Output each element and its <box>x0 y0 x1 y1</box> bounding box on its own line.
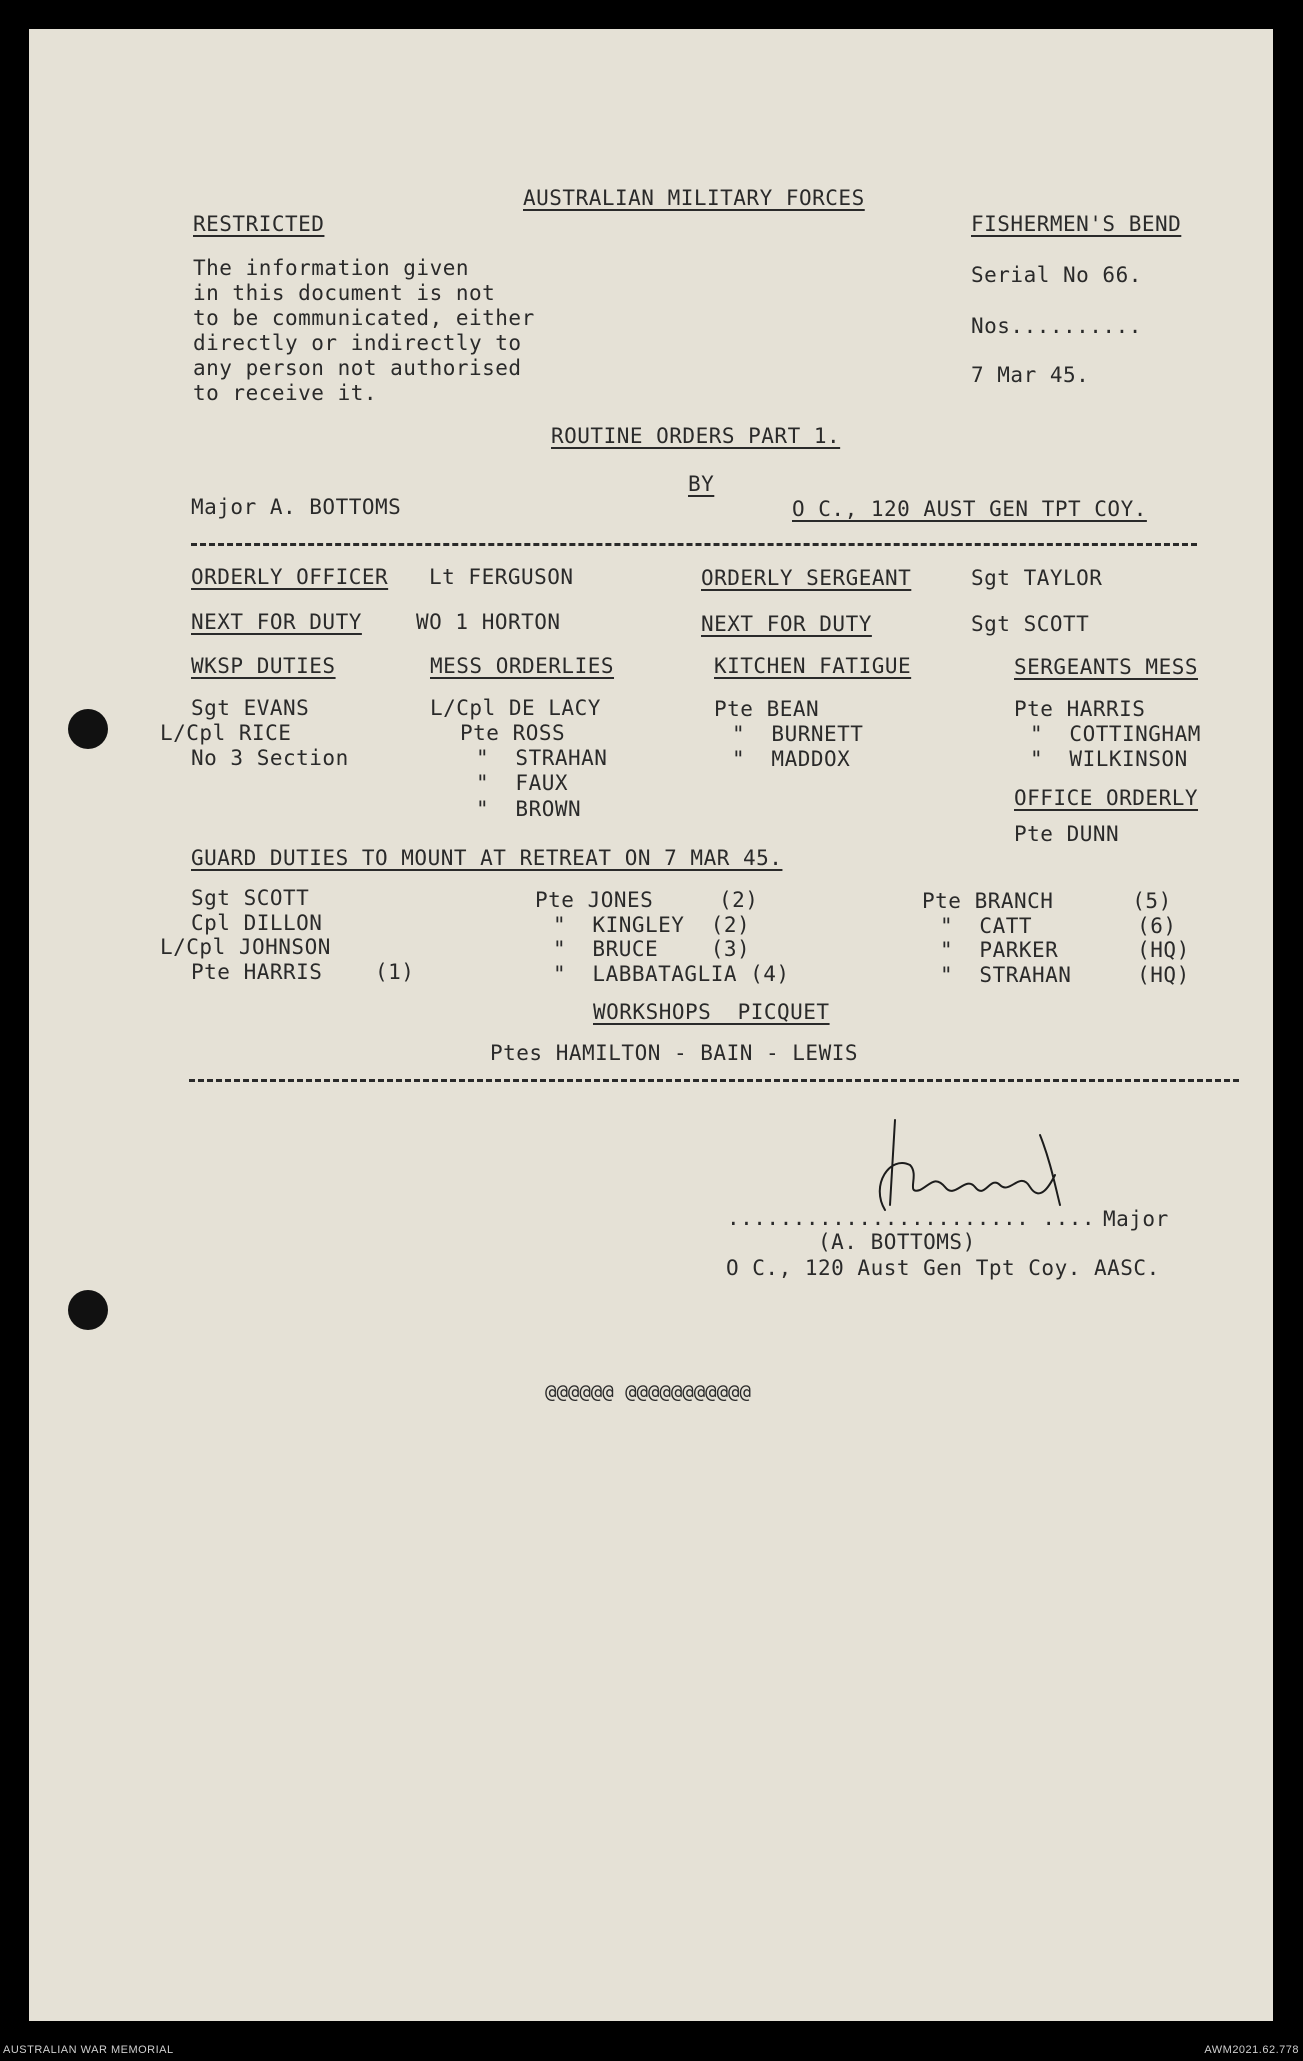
sergeants-mess-heading: SERGEANTS MESS <box>1014 655 1199 679</box>
wksp-line: Sgt EVANS <box>191 696 310 720</box>
guard-line: " CATT (6) <box>940 914 1177 938</box>
orderly-officer-name: Lt FERGUSON <box>429 565 574 589</box>
picquet-heading: WORKSHOPS PICQUET <box>593 1000 830 1024</box>
mess-line: Pte ROSS <box>460 721 566 745</box>
kitchen-line: " BURNETT <box>732 722 864 746</box>
kitchen-line: " MADDOX <box>732 747 851 771</box>
sergeants-mess-line: Pte HARRIS <box>1014 697 1146 721</box>
signatory-title: O C., 120 Aust Gen Tpt Coy. AASC. <box>726 1256 1160 1280</box>
guard-line: Pte BRANCH (5) <box>922 889 1172 913</box>
end-of-document-mark: @@@@@@ @@@@@@@@@@@ <box>545 1381 751 1403</box>
next-for-duty-sergeant-label: NEXT FOR DUTY <box>701 612 872 636</box>
warning-line: to receive it. <box>193 381 378 405</box>
dashed-divider <box>191 543 1197 546</box>
guard-line: Sgt SCOTT <box>191 886 310 910</box>
guard-line: " KINGLEY (2) <box>553 913 751 937</box>
footer-archive-name: AUSTRALIAN WAR MEMORIAL <box>3 2044 174 2056</box>
org-heading: AUSTRALIAN MILITARY FORCES <box>523 186 865 210</box>
guard-line: Pte HARRIS (1) <box>191 960 415 984</box>
serial-number: Serial No 66. <box>971 263 1142 287</box>
issuer-unit: O C., 120 AUST GEN TPT COY. <box>792 497 1147 521</box>
mess-line: " BROWN <box>476 797 582 821</box>
punch-hole-bottom <box>68 1290 108 1330</box>
warning-line: directly or indirectly to <box>193 331 522 355</box>
guard-line: " PARKER (HQ) <box>940 938 1190 962</box>
nos-field: Nos.......... <box>971 314 1142 338</box>
guard-line: Pte JONES (2) <box>535 888 759 912</box>
punch-hole-top <box>68 709 108 749</box>
next-for-duty-officer-label: NEXT FOR DUTY <box>191 610 362 634</box>
picquet-names: Ptes HAMILTON - BAIN - LEWIS <box>490 1041 859 1065</box>
wksp-duties-heading: WKSP DUTIES <box>191 654 336 678</box>
orderly-officer-label: ORDERLY OFFICER <box>191 565 389 589</box>
guard-duties-heading: GUARD DUTIES TO MOUNT AT RETREAT ON 7 MAR 45. <box>191 846 783 870</box>
office-orderly-name: Pte DUNN <box>1014 822 1120 846</box>
sergeants-mess-line: " COTTINGHAM <box>1030 722 1201 746</box>
signatory-name: (A. BOTTOMS) <box>818 1230 976 1254</box>
signature-rank: Major <box>1103 1207 1169 1231</box>
warning-line: any person not authorised <box>193 356 522 380</box>
location-label: FISHERMEN'S BEND <box>971 212 1182 236</box>
orderly-sergeant-label: ORDERLY SERGEANT <box>701 566 912 590</box>
mess-line: " STRAHAN <box>476 746 608 770</box>
guard-line: L/Cpl JOHNSON <box>160 935 331 959</box>
by-label: BY <box>688 472 715 496</box>
document-date: 7 Mar 45. <box>971 363 1090 387</box>
office-orderly-heading: OFFICE ORDERLY <box>1014 786 1199 810</box>
orderly-sergeant-name: Sgt TAYLOR <box>971 566 1103 590</box>
guard-line: " BRUCE (3) <box>553 937 751 961</box>
warning-line: in this document is not <box>193 281 496 305</box>
sergeants-mess-line: " WILKINSON <box>1030 747 1188 771</box>
warning-line: to be communicated, either <box>193 306 535 330</box>
dashed-divider <box>189 1079 1239 1082</box>
warning-line: The information given <box>193 256 470 280</box>
kitchen-fatigue-heading: KITCHEN FATIGUE <box>714 654 912 678</box>
document-title: ROUTINE ORDERS PART 1. <box>551 424 841 448</box>
guard-line: " LABBATAGLIA (4) <box>553 962 790 986</box>
kitchen-line: Pte BEAN <box>714 697 820 721</box>
next-sergeant-name: Sgt SCOTT <box>971 612 1090 636</box>
wksp-line: L/Cpl RICE <box>160 721 292 745</box>
mess-line: L/Cpl DE LACY <box>430 696 601 720</box>
issuer-name: Major A. BOTTOMS <box>191 495 402 519</box>
footer-accession-number: AWM2021.62.778 <box>1204 2044 1299 2056</box>
signature-dots: ....................... .... <box>727 1206 1096 1230</box>
next-officer-name: WO 1 HORTON <box>416 610 561 634</box>
wksp-line: No 3 Section <box>191 746 349 770</box>
mess-orderlies-heading: MESS ORDERLIES <box>430 654 615 678</box>
classification-label: RESTRICTED <box>193 212 325 236</box>
guard-line: Cpl DILLON <box>191 911 323 935</box>
mess-line: " FAUX <box>476 771 569 795</box>
guard-line: " STRAHAN (HQ) <box>940 963 1190 987</box>
